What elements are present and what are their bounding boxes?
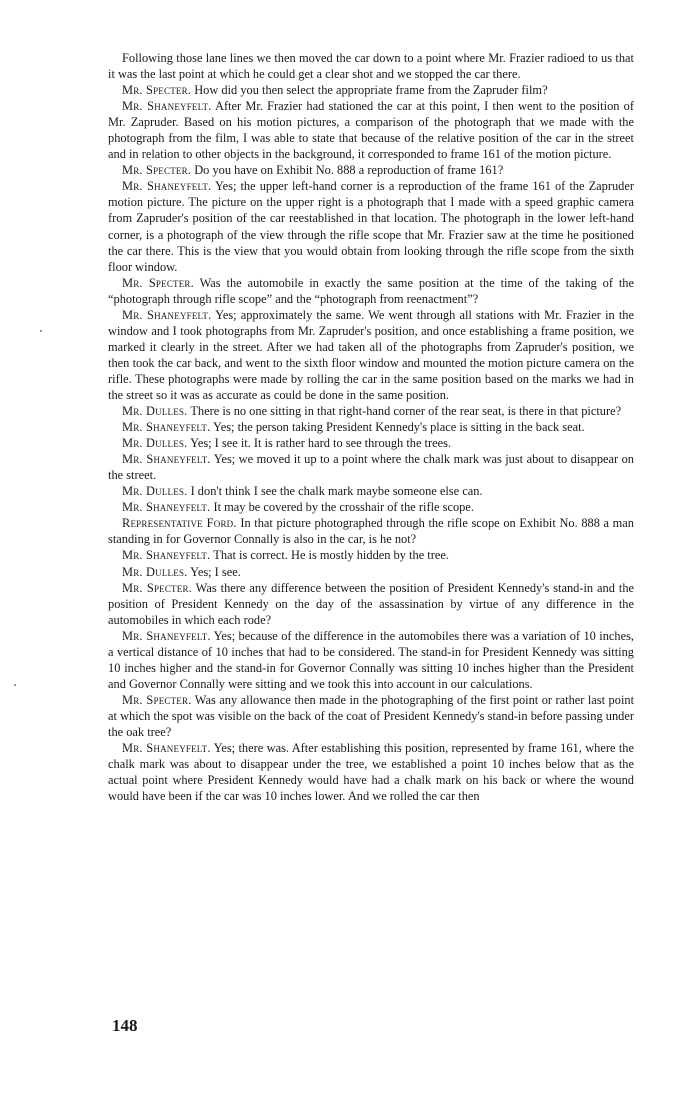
paragraph-text: Was any allowance then made in the photographing of the first point or rather last point at which the spot was visible on the back of the coat of President Kennedy's stand-in before passing under the oak tree? bbox=[108, 692, 635, 739]
transcript-paragraph bbox=[108, 178, 634, 274]
paragraph-text: After Mr. Frazier had stationed the car at this point, I then went to the position of Mr. Zapruder. Based on his motion pictures, a comparison of the photograph that we made with the photograph from the film, I was able to state that because of the relative position of the car in the street and in relation to other objects in the background, it corresponded to frame 161 of the motion picture. bbox=[108, 99, 634, 162]
speaker-name: Mr. Shaneyfelt. bbox=[122, 179, 212, 194]
transcript-paragraph bbox=[108, 403, 634, 419]
paragraph-text: How did you then select the appropriate frame from the Zapruder film? bbox=[194, 83, 548, 98]
transcript-paragraph bbox=[108, 307, 634, 403]
paragraph-text: Yes; I see. bbox=[190, 564, 241, 579]
speaker-name: Mr. Specter. bbox=[122, 580, 192, 595]
paragraph-text: I don't think I see the chalk mark maybe someone else can. bbox=[190, 484, 483, 499]
transcript-paragraph bbox=[108, 82, 634, 98]
speaker-name: Mr. Shaneyfelt. bbox=[122, 420, 211, 435]
transcript-paragraph bbox=[108, 692, 634, 740]
speaker-name: Mr. Shaneyfelt. bbox=[122, 307, 212, 322]
speaker-name: Mr. Dulles. bbox=[122, 564, 188, 579]
speaker-name: Mr. Shaneyfelt. bbox=[122, 548, 211, 563]
paragraph-text: Yes; the upper left-hand corner is a reproduction of the frame 161 of the Zapruder motion picture. The picture on the upper right is a photograph that I made with a speed graphic camera from Zapruder's position of the car reestablished in that location. The photograph in the lower left-hand corner, is a photograph of the view through the rifle scope that Mr. Frazier saw at the time he positioned the car there. This is the view that you would obtain from looking through the rifle scope from the sixth floor window. bbox=[108, 179, 634, 274]
paragraph-text: That is correct. He is mostly hidden by the tree. bbox=[213, 548, 449, 563]
speaker-name: Mr. Specter. bbox=[122, 692, 192, 707]
speaker-name: Mr. Shaneyfelt. bbox=[122, 500, 211, 515]
transcript-paragraph bbox=[108, 740, 634, 804]
margin-speck bbox=[40, 330, 42, 332]
transcript-paragraph bbox=[108, 515, 634, 547]
speaker-name: Mr. Specter. bbox=[122, 163, 192, 178]
transcript-paragraph bbox=[108, 419, 634, 435]
transcript-paragraph bbox=[108, 451, 634, 483]
paragraph-text: Yes; the person taking President Kennedy's place is sitting in the back seat. bbox=[213, 420, 585, 435]
page-number: 148 bbox=[112, 1016, 138, 1035]
speaker-name: Mr. Specter. bbox=[122, 275, 194, 290]
paragraph-text: Was there any difference between the position of President Kennedy's stand-in and the position of President Kennedy on the day of the assassination by virtue of any difference in the automobiles in which each rode? bbox=[108, 580, 635, 627]
speaker-name: Mr. Dulles. bbox=[122, 404, 188, 419]
paragraph-text: Was the automobile in exactly the same position at the time of the taking of the “photograph through rifle scope” and the “photograph from reenactment”? bbox=[108, 275, 635, 306]
speaker-name: Mr. Shaneyfelt. bbox=[122, 628, 211, 643]
transcript-paragraph bbox=[108, 580, 634, 628]
paragraph-text: Yes; because of the difference in the automobiles there was a variation of 10 inches, a vertical distance of 10 inches that had to be considered. The stand-in for President Kennedy was sitting 10 inches higher and the stand-in for Governor Connally was sitting 10 inches higher than the President and Governor Connally were sitting and we took this into account in our calculations. bbox=[108, 628, 635, 691]
paragraph-text: Yes; we moved it up to a point where the chalk mark was just about to disappear on the street. bbox=[108, 452, 635, 483]
paragraph-text: There is no one sitting in that right-hand corner of the rear seat, is there in that picture? bbox=[190, 404, 622, 419]
speaker-name: Representative Ford. bbox=[122, 516, 237, 531]
transcript-paragraph bbox=[108, 162, 634, 178]
document-body bbox=[108, 50, 634, 804]
speaker-name: Mr. Specter. bbox=[122, 83, 192, 98]
transcript-paragraph bbox=[108, 50, 634, 82]
margin-speck bbox=[14, 684, 16, 686]
speaker-name: Mr. Dulles. bbox=[122, 436, 188, 451]
paragraph-text: Yes; I see it. It is rather hard to see through the trees. bbox=[190, 436, 452, 451]
speaker-name: Mr. Shaneyfelt. bbox=[122, 741, 211, 756]
transcript-paragraph bbox=[108, 547, 634, 563]
speaker-name: Mr. Shaneyfelt. bbox=[122, 452, 211, 467]
paragraph-text: It may be covered by the crosshair of the rifle scope. bbox=[213, 500, 474, 515]
transcript-paragraph bbox=[108, 628, 634, 692]
paragraph-text: Yes; approximately the same. We went through all stations with Mr. Frazier in the window and I took photographs from Mr. Zapruder's position, and once establishing a frame position, we marked it clearly in the street. After we had taken all of the photographs from Zapruder's position, we then took the car back, and went to the sixth floor window and mounted the motion picture camera on the rifle. These photographs were made by rolling the car in the same position based on the marks we had in the street so it was as accurate as could be done in the same position. bbox=[108, 307, 634, 402]
speaker-name: Mr. Shaneyfelt. bbox=[122, 99, 212, 114]
transcript-paragraph bbox=[108, 499, 634, 515]
transcript-paragraph bbox=[108, 483, 634, 499]
transcript-paragraph bbox=[108, 275, 634, 307]
transcript-paragraph bbox=[108, 435, 634, 451]
transcript-paragraph bbox=[108, 98, 634, 162]
paragraph-text: In that picture photographed through the rifle scope on Exhibit No. 888 a man standing in for Governor Connally is also in the car, is he not? bbox=[108, 516, 634, 547]
transcript-paragraph bbox=[108, 564, 634, 580]
speaker-name: Mr. Dulles. bbox=[122, 484, 188, 499]
paragraph-text: Yes; there was. After establishing this position, represented by frame 161, where the chalk mark was about to disappear under the tree, we established a point 10 inches below that as the actual point where President Kennedy would have had a chalk mark on his back or where the wound would have been if the car was 10 inches lower. And we rolled the car then bbox=[108, 741, 634, 804]
paragraph-text: Following those lane lines we then moved the car down to a point where Mr. Frazier radioed to us that it was the last point at which he could get a clear shot and we stopped the car there. bbox=[108, 51, 634, 82]
paragraph-text: Do you have on Exhibit No. 888 a reproduction of frame 161? bbox=[194, 163, 504, 178]
